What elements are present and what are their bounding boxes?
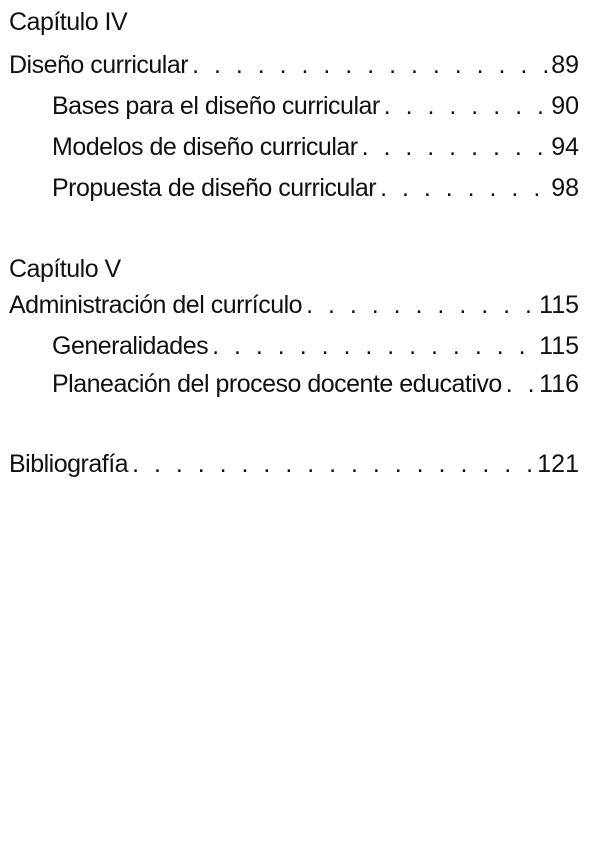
chapter-heading: Capítulo IV — [9, 8, 128, 36]
toc-subentry[interactable] — [52, 131, 579, 163]
chapter-heading: Capítulo V — [9, 255, 121, 283]
dot-leader — [208, 330, 539, 362]
toc-entry-page: 115 — [539, 291, 579, 319]
dot-leader — [302, 289, 539, 321]
dot-leader — [358, 131, 552, 163]
toc-entry-title: Diseño curricular — [9, 51, 189, 79]
toc-subentry-page: 116 — [539, 370, 579, 398]
toc-entry[interactable] — [9, 49, 579, 81]
toc-subentry[interactable] — [52, 172, 579, 204]
toc-entry-page: 121 — [537, 450, 579, 478]
toc-subentry[interactable] — [52, 90, 579, 122]
toc-subentry[interactable] — [52, 330, 579, 362]
toc-subentry-page: 90 — [551, 92, 579, 120]
toc-entry-title: Administración del currículo — [9, 291, 303, 319]
toc-subentry-title: Bases para el diseño curricular — [52, 92, 380, 120]
toc-subentry-title: Planeación del proceso docente educativo — [52, 370, 502, 398]
dot-leader — [502, 368, 539, 400]
toc-entry-bibliography[interactable] — [9, 448, 579, 480]
toc-entry-title: Bibliografía — [9, 450, 129, 478]
toc-subentry-title: Modelos de diseño curricular — [52, 133, 358, 161]
toc-subentry-title: Propuesta de diseño curricular — [52, 174, 377, 202]
toc-entry[interactable] — [9, 289, 579, 321]
toc-subentry-page: 94 — [551, 133, 579, 161]
dot-leader — [128, 448, 537, 480]
toc-subentry-page: 115 — [539, 332, 579, 360]
toc-subentry-page: 98 — [551, 174, 579, 202]
dot-leader — [380, 90, 551, 122]
toc-subentry-title: Generalidades — [52, 332, 209, 360]
toc-entry-page: 89 — [551, 51, 579, 79]
dot-leader — [188, 49, 551, 81]
toc-subentry[interactable] — [52, 368, 579, 400]
dot-leader — [376, 172, 551, 204]
